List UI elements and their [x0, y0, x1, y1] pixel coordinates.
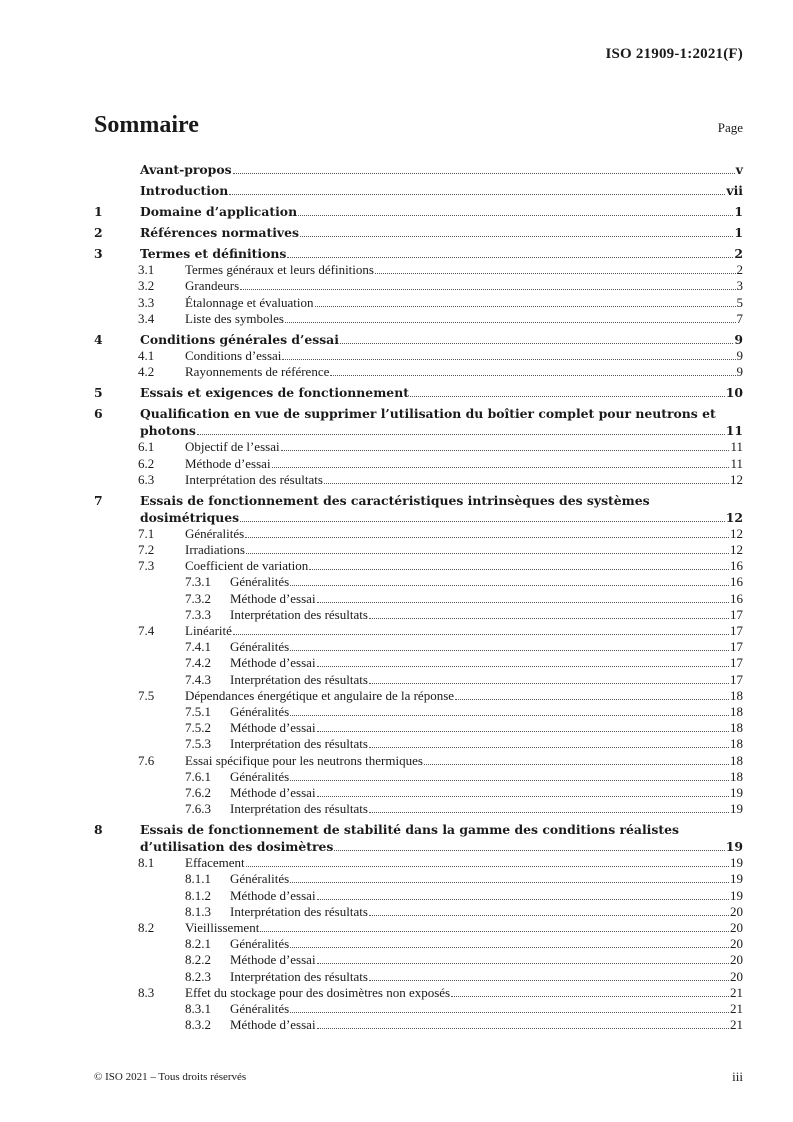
toc-entry[interactable] [94, 935, 743, 951]
toc-entry-title: Termes et définitions [140, 246, 287, 261]
toc-entry[interactable] [94, 404, 743, 421]
table-of-contents [94, 156, 743, 1032]
toc-entry-page: 19 [730, 801, 743, 817]
toc-entry-number: 7.6.1 [185, 768, 211, 784]
toc-entry-number: 8.1.2 [185, 887, 211, 903]
toc-entry[interactable] [94, 784, 743, 800]
toc-entry-title: Grandeurs [185, 278, 240, 294]
toc-entry-number: 7.6.3 [185, 801, 211, 817]
toc-entry-title: Domaine d’application [140, 204, 298, 219]
toc-entry[interactable] [94, 1000, 743, 1016]
toc-entry-page: 16 [730, 590, 743, 606]
toc-leader-dots [246, 866, 729, 867]
toc-leader-dots [233, 173, 735, 174]
toc-entry-number: 1 [94, 204, 103, 219]
toc-entry[interactable] [94, 719, 743, 735]
toc-entry-number: 7.2 [138, 542, 155, 558]
toc-leader-dots [317, 602, 729, 603]
toc-entry-title-continued: photons [140, 423, 196, 439]
toc-entry-title: Généralités [230, 768, 290, 784]
toc-entry[interactable] [94, 622, 743, 638]
footer-page-number: iii [732, 1069, 743, 1084]
toc-leader-dots [240, 289, 735, 290]
toc-entry-number: 6 [94, 406, 103, 422]
toc-entry-title: Objectif de l’essai [185, 439, 280, 455]
toc-entry[interactable] [94, 800, 743, 816]
toc-entry-title: Essai spécifique pour les neutrons thermiques [185, 752, 423, 768]
toc-entry[interactable] [94, 854, 743, 870]
toc-entry[interactable] [94, 589, 743, 605]
toc-entry-page: 3 [736, 278, 743, 294]
toc-entry-continuation[interactable] [94, 421, 743, 438]
toc-entry-number: 8.2.1 [185, 936, 211, 952]
toc-entry[interactable] [94, 293, 743, 309]
toc-entry-number: 6.1 [138, 439, 155, 455]
toc-entry[interactable] [94, 903, 743, 919]
toc-entry-number: 7.5.3 [185, 736, 211, 752]
toc-leader-dots [369, 812, 729, 813]
toc-leader-dots [455, 699, 729, 700]
toc-entry-title: Interprétation des résultats [185, 471, 323, 487]
toc-entry-number: 7.5.1 [185, 703, 211, 719]
toc-entry-number: 3.1 [138, 262, 155, 278]
toc-leader-dots [245, 537, 729, 538]
toc-leader-dots [324, 483, 729, 484]
toc-entry-title: Dépendances énergétique et angulaire de la réponse [185, 687, 455, 703]
toc-leader-dots [282, 359, 735, 360]
toc-leader-dots [315, 306, 736, 307]
toc-entry-page: 12 [730, 525, 743, 541]
toc-leader-dots [233, 634, 729, 635]
toc-entry-number: 7.3.3 [185, 606, 211, 622]
toc-entry-number: 8.2.2 [185, 952, 211, 968]
toc-entry-title: Méthode d’essai [230, 590, 316, 606]
toc-entry-page: 17 [730, 671, 743, 687]
toc-leader-dots [285, 322, 736, 323]
toc-entry-page: 18 [730, 736, 743, 752]
toc-entry[interactable] [94, 347, 743, 363]
toc-entry[interactable] [94, 438, 743, 454]
toc-entry-title: Irradiations [185, 542, 245, 558]
toc-entry[interactable] [94, 491, 743, 508]
toc-entry-page: 11 [730, 455, 743, 471]
toc-entry-title: Qualification en vue de supprimer l’utilisation du boîtier complet pour neutrons et [140, 406, 716, 422]
toc-entry-number: 3.2 [138, 278, 155, 294]
toc-entry-number: 8 [94, 822, 103, 838]
toc-leader-dots [340, 343, 733, 344]
toc-entry-title: Interprétation des résultats [230, 968, 368, 984]
toc-entry-number: 3 [94, 246, 103, 261]
toc-entry[interactable] [94, 919, 743, 935]
toc-entry-number: 7 [94, 492, 103, 508]
toc-entry-title: Généralités [185, 525, 245, 541]
toc-entry[interactable] [94, 261, 743, 277]
toc-entry-title: Méthode d’essai [230, 720, 316, 736]
toc-leader-dots [369, 915, 729, 916]
toc-entry-title: Généralités [230, 574, 290, 590]
toc-entry-title: Essais de fonctionnement des caractéristiques intrinsèques des systèmes [140, 492, 650, 508]
toc-entry-page: 19 [730, 855, 743, 871]
toc-entry-page: v [735, 162, 743, 177]
toc-entry[interactable] [94, 820, 743, 837]
toc-entry-number: 8.2 [138, 920, 155, 935]
toc-entry-title: Rayonnements de référence [185, 364, 330, 380]
toc-entry-page: 2 [734, 246, 743, 261]
toc-entry-number: 8.1.3 [185, 903, 211, 919]
toc-entry[interactable] [94, 160, 743, 177]
toc-entry[interactable] [94, 886, 743, 902]
toc-entry-page: 2 [736, 262, 743, 278]
toc-entry[interactable] [94, 557, 743, 573]
toc-entry-page: 12 [730, 542, 743, 558]
toc-entry-page: 20 [730, 936, 743, 952]
toc-entry[interactable] [94, 751, 743, 767]
toc-leader-dots [317, 1028, 729, 1029]
toc-entry-page: 19 [730, 887, 743, 903]
toc-leader-dots [290, 882, 729, 883]
toc-entry-number: 7.3.2 [185, 590, 211, 606]
toc-entry-page: 20 [730, 968, 743, 984]
toc-entry-page: 18 [730, 687, 743, 703]
toc-entry-number: 7.5 [138, 687, 155, 703]
toc-leader-dots [334, 850, 724, 851]
toc-entry-title: Méthode d’essai [230, 784, 316, 800]
toc-entry-page: 9 [734, 331, 743, 347]
toc-entry-page: 5 [736, 294, 743, 310]
toc-entry-title: Généralités [230, 703, 290, 719]
toc-leader-dots [290, 947, 729, 948]
toc-entry-number: 4.2 [138, 364, 155, 380]
toc-entry-title: Interprétation des résultats [230, 736, 368, 752]
toc-leader-dots [298, 215, 733, 216]
toc-entry-page: 16 [730, 574, 743, 590]
toc-entry-title: Généralités [230, 936, 290, 952]
toc-entry[interactable] [94, 768, 743, 784]
toc-entry[interactable] [94, 277, 743, 293]
toc-entry[interactable] [94, 471, 743, 487]
toc-entry-title: Conditions générales d’essai [140, 331, 339, 347]
toc-leader-dots [246, 553, 729, 554]
toc-entry-title: Étalonnage et évaluation [185, 294, 314, 310]
toc-entry-title: Effacement [185, 855, 245, 871]
toc-entry-number: 3.4 [138, 310, 155, 326]
toc-entry[interactable] [94, 687, 743, 703]
toc-entry-title: Références normatives [140, 225, 299, 240]
toc-entry-page: 18 [730, 768, 743, 784]
toc-leader-dots [240, 521, 725, 522]
toc-entry-page: 1 [734, 225, 743, 240]
toc-entry-title: Essais et exigences de fonctionnement [140, 385, 409, 401]
toc-entry-title: Introduction [140, 183, 229, 198]
toc-entry-number: 2 [94, 225, 103, 240]
toc-entry[interactable] [94, 202, 743, 219]
toc-entry-title: Interprétation des résultats [230, 801, 368, 817]
toc-entry-page: 1 [734, 204, 743, 219]
toc-entry-number: 6.2 [138, 455, 155, 471]
toc-entry-page: 20 [730, 920, 743, 935]
toc-entry-number: 7.1 [138, 525, 155, 541]
toc-entry-title: Méthode d’essai [185, 455, 271, 471]
toc-leader-dots [369, 618, 729, 619]
toc-entry-page: 17 [730, 606, 743, 622]
toc-entry-title: Termes généraux et leurs définitions [185, 262, 374, 278]
toc-entry-title-continued: d’utilisation des dosimètres [140, 839, 334, 855]
toc-entry-number: 7.6 [138, 752, 155, 768]
toc-entry-page: 18 [730, 720, 743, 736]
toc-entry-title: Essais de fonctionnement de stabilité dans la gamme des conditions réalistes [140, 822, 679, 838]
toc-entry-page: 9 [736, 347, 743, 363]
toc-leader-dots [300, 236, 733, 237]
toc-entry-title: Liste des symboles [185, 310, 284, 326]
document-id: ISO 21909-1:2021(F) [605, 46, 743, 62]
toc-entry[interactable] [94, 573, 743, 589]
toc-entry-number: 7.4.1 [185, 639, 211, 655]
title-row [94, 112, 743, 142]
toc-leader-dots [290, 715, 729, 716]
toc-entry-title: Généralités [230, 639, 290, 655]
toc-entry[interactable] [94, 951, 743, 967]
toc-leader-dots [260, 931, 729, 932]
toc-entry-page: 18 [730, 703, 743, 719]
toc-entry-title: Coefficient de variation [185, 558, 309, 574]
toc-leader-dots [229, 194, 725, 195]
toc-leader-dots [424, 764, 729, 765]
toc-leader-dots [290, 780, 729, 781]
toc-entry[interactable] [94, 670, 743, 686]
toc-entry-title: Généralités [230, 871, 290, 887]
toc-entry-page: 12 [730, 471, 743, 487]
toc-entry-title: Méthode d’essai [230, 952, 316, 968]
toc-entry-number: 8.3 [138, 984, 155, 1000]
toc-entry[interactable] [94, 638, 743, 654]
toc-leader-dots [369, 980, 729, 981]
toc-entry-number: 7.3 [138, 558, 155, 574]
toc-entry-page: 11 [725, 423, 743, 439]
toc-entry-title: Avant-propos [140, 162, 232, 177]
toc-leader-dots [309, 569, 729, 570]
toc-leader-dots [317, 899, 729, 900]
toc-entry-title: Généralités [230, 1000, 290, 1016]
toc-entry[interactable] [94, 703, 743, 719]
toc-entry-title: Conditions d’essai [185, 347, 282, 363]
toc-entry-page: 21 [730, 1017, 743, 1033]
toc-leader-dots [317, 666, 729, 667]
toc-entry-number: 8.2.3 [185, 968, 211, 984]
toc-leader-dots [287, 257, 733, 258]
toc-leader-dots [369, 747, 729, 748]
toc-entry-number: 8.1.1 [185, 871, 211, 887]
toc-entry-page: 19 [730, 784, 743, 800]
toc-entry-page: 17 [730, 655, 743, 671]
toc-entry-number: 6.3 [138, 471, 155, 487]
toc-leader-dots [451, 996, 729, 997]
page-title: Sommaire [94, 112, 199, 138]
toc-entry-page: 20 [730, 903, 743, 919]
toc-leader-dots [290, 585, 729, 586]
toc-leader-dots [410, 396, 725, 397]
toc-entry[interactable] [94, 984, 743, 1000]
toc-entry[interactable] [94, 310, 743, 326]
toc-leader-dots [317, 731, 729, 732]
toc-leader-dots [281, 450, 730, 451]
toc-leader-dots [272, 467, 730, 468]
toc-leader-dots [290, 1012, 729, 1013]
toc-entry[interactable] [94, 181, 743, 198]
toc-entry-page: 21 [730, 984, 743, 1000]
toc-entry[interactable] [94, 525, 743, 541]
toc-entry-title: Méthode d’essai [230, 1017, 316, 1033]
toc-entry-number: 7.6.2 [185, 784, 211, 800]
toc-entry[interactable] [94, 967, 743, 983]
toc-entry[interactable] [94, 383, 743, 400]
toc-entry-page: 10 [725, 385, 743, 401]
toc-entry-title: Effet du stockage pour des dosimètres non exposés [185, 984, 451, 1000]
toc-entry-number: 7.5.2 [185, 720, 211, 736]
toc-entry-title: Méthode d’essai [230, 887, 316, 903]
toc-entry[interactable] [94, 735, 743, 751]
footer-copyright: © ISO 2021 – Tous droits réservés [94, 1071, 247, 1083]
toc-entry[interactable] [94, 363, 743, 379]
toc-entry-number: 8.3.2 [185, 1017, 211, 1033]
toc-entry-page: 19 [725, 839, 743, 855]
toc-entry[interactable] [94, 223, 743, 240]
toc-entry-page: 11 [730, 439, 743, 455]
toc-entry-page: 12 [725, 509, 743, 525]
toc-entry-page: 19 [730, 871, 743, 887]
toc-entry-number: 5 [94, 385, 103, 401]
toc-entry[interactable] [94, 1016, 743, 1032]
toc-entry-number: 4 [94, 331, 103, 347]
toc-entry-number: 7.4.3 [185, 671, 211, 687]
toc-leader-dots [369, 683, 729, 684]
page-column-label: Page [717, 120, 743, 135]
toc-leader-dots [375, 273, 736, 274]
toc-entry-title: Interprétation des résultats [230, 606, 368, 622]
toc-leader-dots [290, 650, 729, 651]
toc-entry-page: 18 [730, 752, 743, 768]
toc-entry-continuation[interactable] [94, 508, 743, 525]
toc-entry-page: 17 [730, 623, 743, 638]
toc-entry-title: Interprétation des résultats [230, 671, 368, 687]
toc-entry-page: 16 [730, 558, 743, 574]
toc-entry-number: 7.4.2 [185, 655, 211, 671]
toc-entry-number: 7.3.1 [185, 574, 211, 590]
toc-entry-page: 21 [730, 1000, 743, 1016]
toc-entry-title: Vieillissement [185, 920, 260, 935]
toc-entry-title-continued: dosimétriques [140, 509, 240, 525]
toc-entry-number: 4.1 [138, 347, 155, 363]
toc-entry[interactable] [94, 454, 743, 470]
toc-entry-page: vii [726, 183, 743, 198]
toc-entry-title: Linéarité [185, 623, 232, 638]
toc-entry-page: 17 [730, 639, 743, 655]
toc-leader-dots [317, 963, 729, 964]
toc-entry-number: 3.3 [138, 294, 155, 310]
toc-entry[interactable] [94, 244, 743, 261]
toc-entry-number: 7.4 [138, 623, 155, 638]
toc-leader-dots [197, 434, 725, 435]
toc-entry-page: 7 [736, 310, 743, 326]
toc-entry[interactable] [94, 330, 743, 347]
toc-leader-dots [317, 796, 729, 797]
toc-entry[interactable] [94, 654, 743, 670]
toc-entry-page: 20 [730, 952, 743, 968]
toc-entry-number: 8.3.1 [185, 1000, 211, 1016]
toc-leader-dots [330, 375, 735, 376]
toc-entry[interactable] [94, 870, 743, 886]
toc-entry-continuation[interactable] [94, 837, 743, 854]
toc-entry[interactable] [94, 606, 743, 622]
toc-entry-page: 9 [736, 364, 743, 380]
toc-entry-number: 8.1 [138, 855, 155, 871]
toc-entry-title: Interprétation des résultats [230, 903, 368, 919]
toc-entry[interactable] [94, 541, 743, 557]
toc-entry-title: Méthode d’essai [230, 655, 316, 671]
